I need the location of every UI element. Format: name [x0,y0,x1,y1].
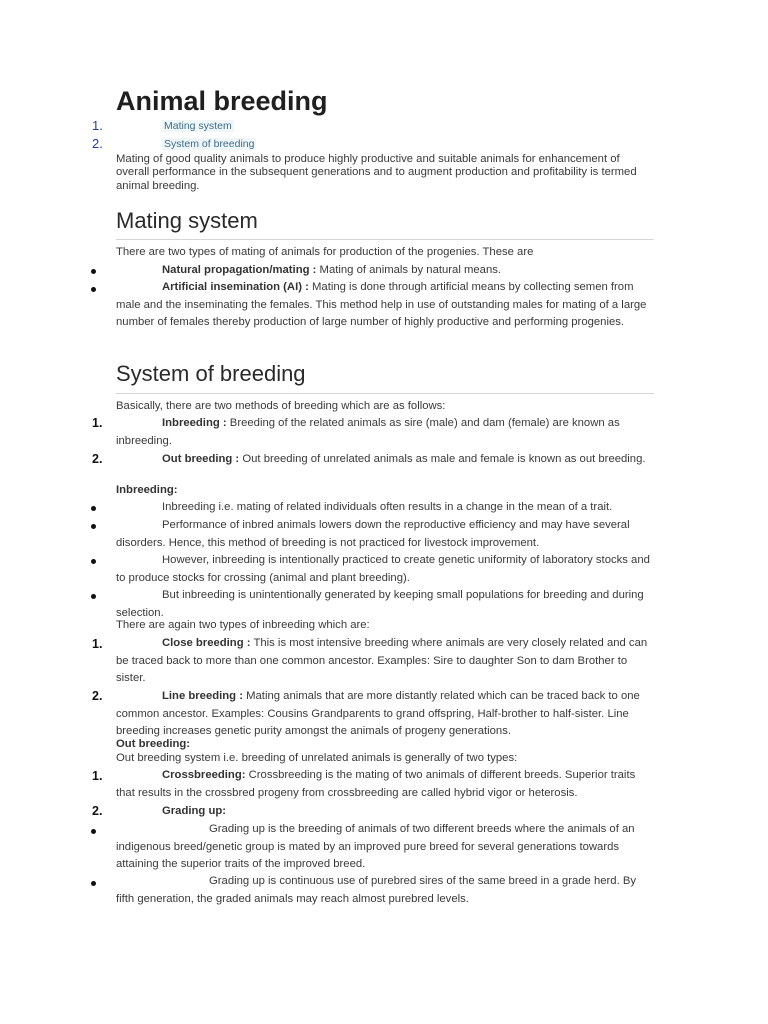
toc-link-system-of-breeding[interactable]: System of breeding [164,138,255,150]
toc-link-mating-system[interactable]: Mating system [164,120,232,132]
point-text: Inbreeding i.e. mating of related individuals often results in a change in the mean of a trait. [162,501,613,513]
page-title: Animal breeding [116,86,328,116]
list-number: 1. [92,416,103,430]
toc-number: 2. [92,136,103,151]
list-item [116,517,656,552]
list-item [116,688,656,741]
point-text: But inbreeding is unintentionally generated by keeping small populations for breeding and during selection. [116,589,644,619]
point-text: Performance of inbred animals lowers down the reproductive efficiency and may have several disorders. Hence, this method of breeding is not practiced for livestock improvement. [116,519,630,549]
subheading-inbreeding: Inbreeding: [116,484,178,496]
point-text: Grading up is continuous use of purebred sires of the same breed in a grade herd. By fifth generation, the graded animals may reach almost purebred levels. [116,875,637,905]
list-item [116,803,656,821]
subheading-out-breeding: Out breeding: [116,738,191,750]
section-heading-mating-system: Mating system [116,208,258,233]
point-text: Grading up is the breeding of animals of two different breeds where the animals of an indigenous breed/genetic group is mated by an improved pure breed for several generations towards attaining the superior traits of the improved breed. [116,823,635,871]
bullet [91,269,96,274]
definition: Mating of animals by natural means. [319,264,502,276]
term: Inbreeding : [162,417,227,429]
term: Close breeding : [162,637,251,649]
bullet [91,881,96,886]
list-item [116,279,656,332]
term: Crossbreeding: [162,769,246,781]
term: Artificial insemination (AI) : [162,281,309,293]
inbreeding-types-lead: There are again two types of inbreeding which are: [116,619,370,631]
list-item [116,873,656,908]
divider [116,239,654,240]
list-number: 2. [92,689,103,703]
definition: Out breeding of unrelated animals as male and female is known as out breeding. [242,453,646,465]
term: Natural propagation/mating : [162,264,317,276]
list-item [116,635,656,688]
list-item [116,499,656,517]
section-heading-system-of-breeding: System of breeding [116,361,306,386]
term: Out breeding : [162,453,240,465]
intro-paragraph: Mating of good quality animals to produce highly productive and suitable animals for enhancement of overall performance in the subsequent generations and to augment production and profitability is termed animal breeding. [116,153,637,192]
list-number: 1. [92,769,103,783]
list-item [116,767,656,802]
bullet [91,594,96,599]
outbreeding-lead: Out breeding system i.e. breeding of unrelated animals is generally of two types: [116,752,518,764]
definition: Crossbreeding is the mating of two animals of different breeds. Superior traits that results in the crossbred progeny from crossbreeding are called hybrid vigor or heterosis. [116,769,636,799]
bullet [91,287,96,292]
list-number: 2. [92,452,103,466]
mating-lead: There are two types of mating of animals for production of the progenies. These are [116,246,534,258]
list-item [116,552,656,587]
toc-number: 1. [92,118,103,133]
term: Grading up: [162,805,227,817]
bullet [91,829,96,834]
point-text: However, inbreeding is intentionally practiced to create genetic uniformity of laboratory stocks and to produce stocks for crossing (animal and plant breeding). [116,554,650,584]
term: Line breeding : [162,690,243,702]
list-item [116,262,656,280]
definition: Breeding of the related animals as sire (male) and dam (female) are known as inbreeding. [116,417,620,447]
list-number: 2. [92,804,103,818]
definition: Mating is done through artificial means by collecting semen from male and the inseminating the females. This method help in use of outstanding males for mating of a large number of females thereby production of large number of highly productive and performing progenies. [116,281,647,329]
definition: This is most intensive breeding where animals are very closely related and can be traced back to more than one common ancestor. Examples: Sire to daughter Son to dam Brother to sister. [116,637,648,685]
bullet [91,524,96,529]
list-item [116,415,656,450]
list-number: 1. [92,637,103,651]
bullet [91,506,96,511]
divider [116,393,654,394]
bullet [91,559,96,564]
list-item [116,451,656,469]
definition: Mating animals that are more distantly related which can be traced back to one common ancestor. Examples: Cousins Grandparents to grand offspring, Half-brother to half-sister. Line breeding increases genetic purity amongst the animals of progeny generations. [116,690,640,738]
breeding-lead: Basically, there are two methods of breeding which are as follows: [116,400,446,412]
list-item [116,821,656,874]
